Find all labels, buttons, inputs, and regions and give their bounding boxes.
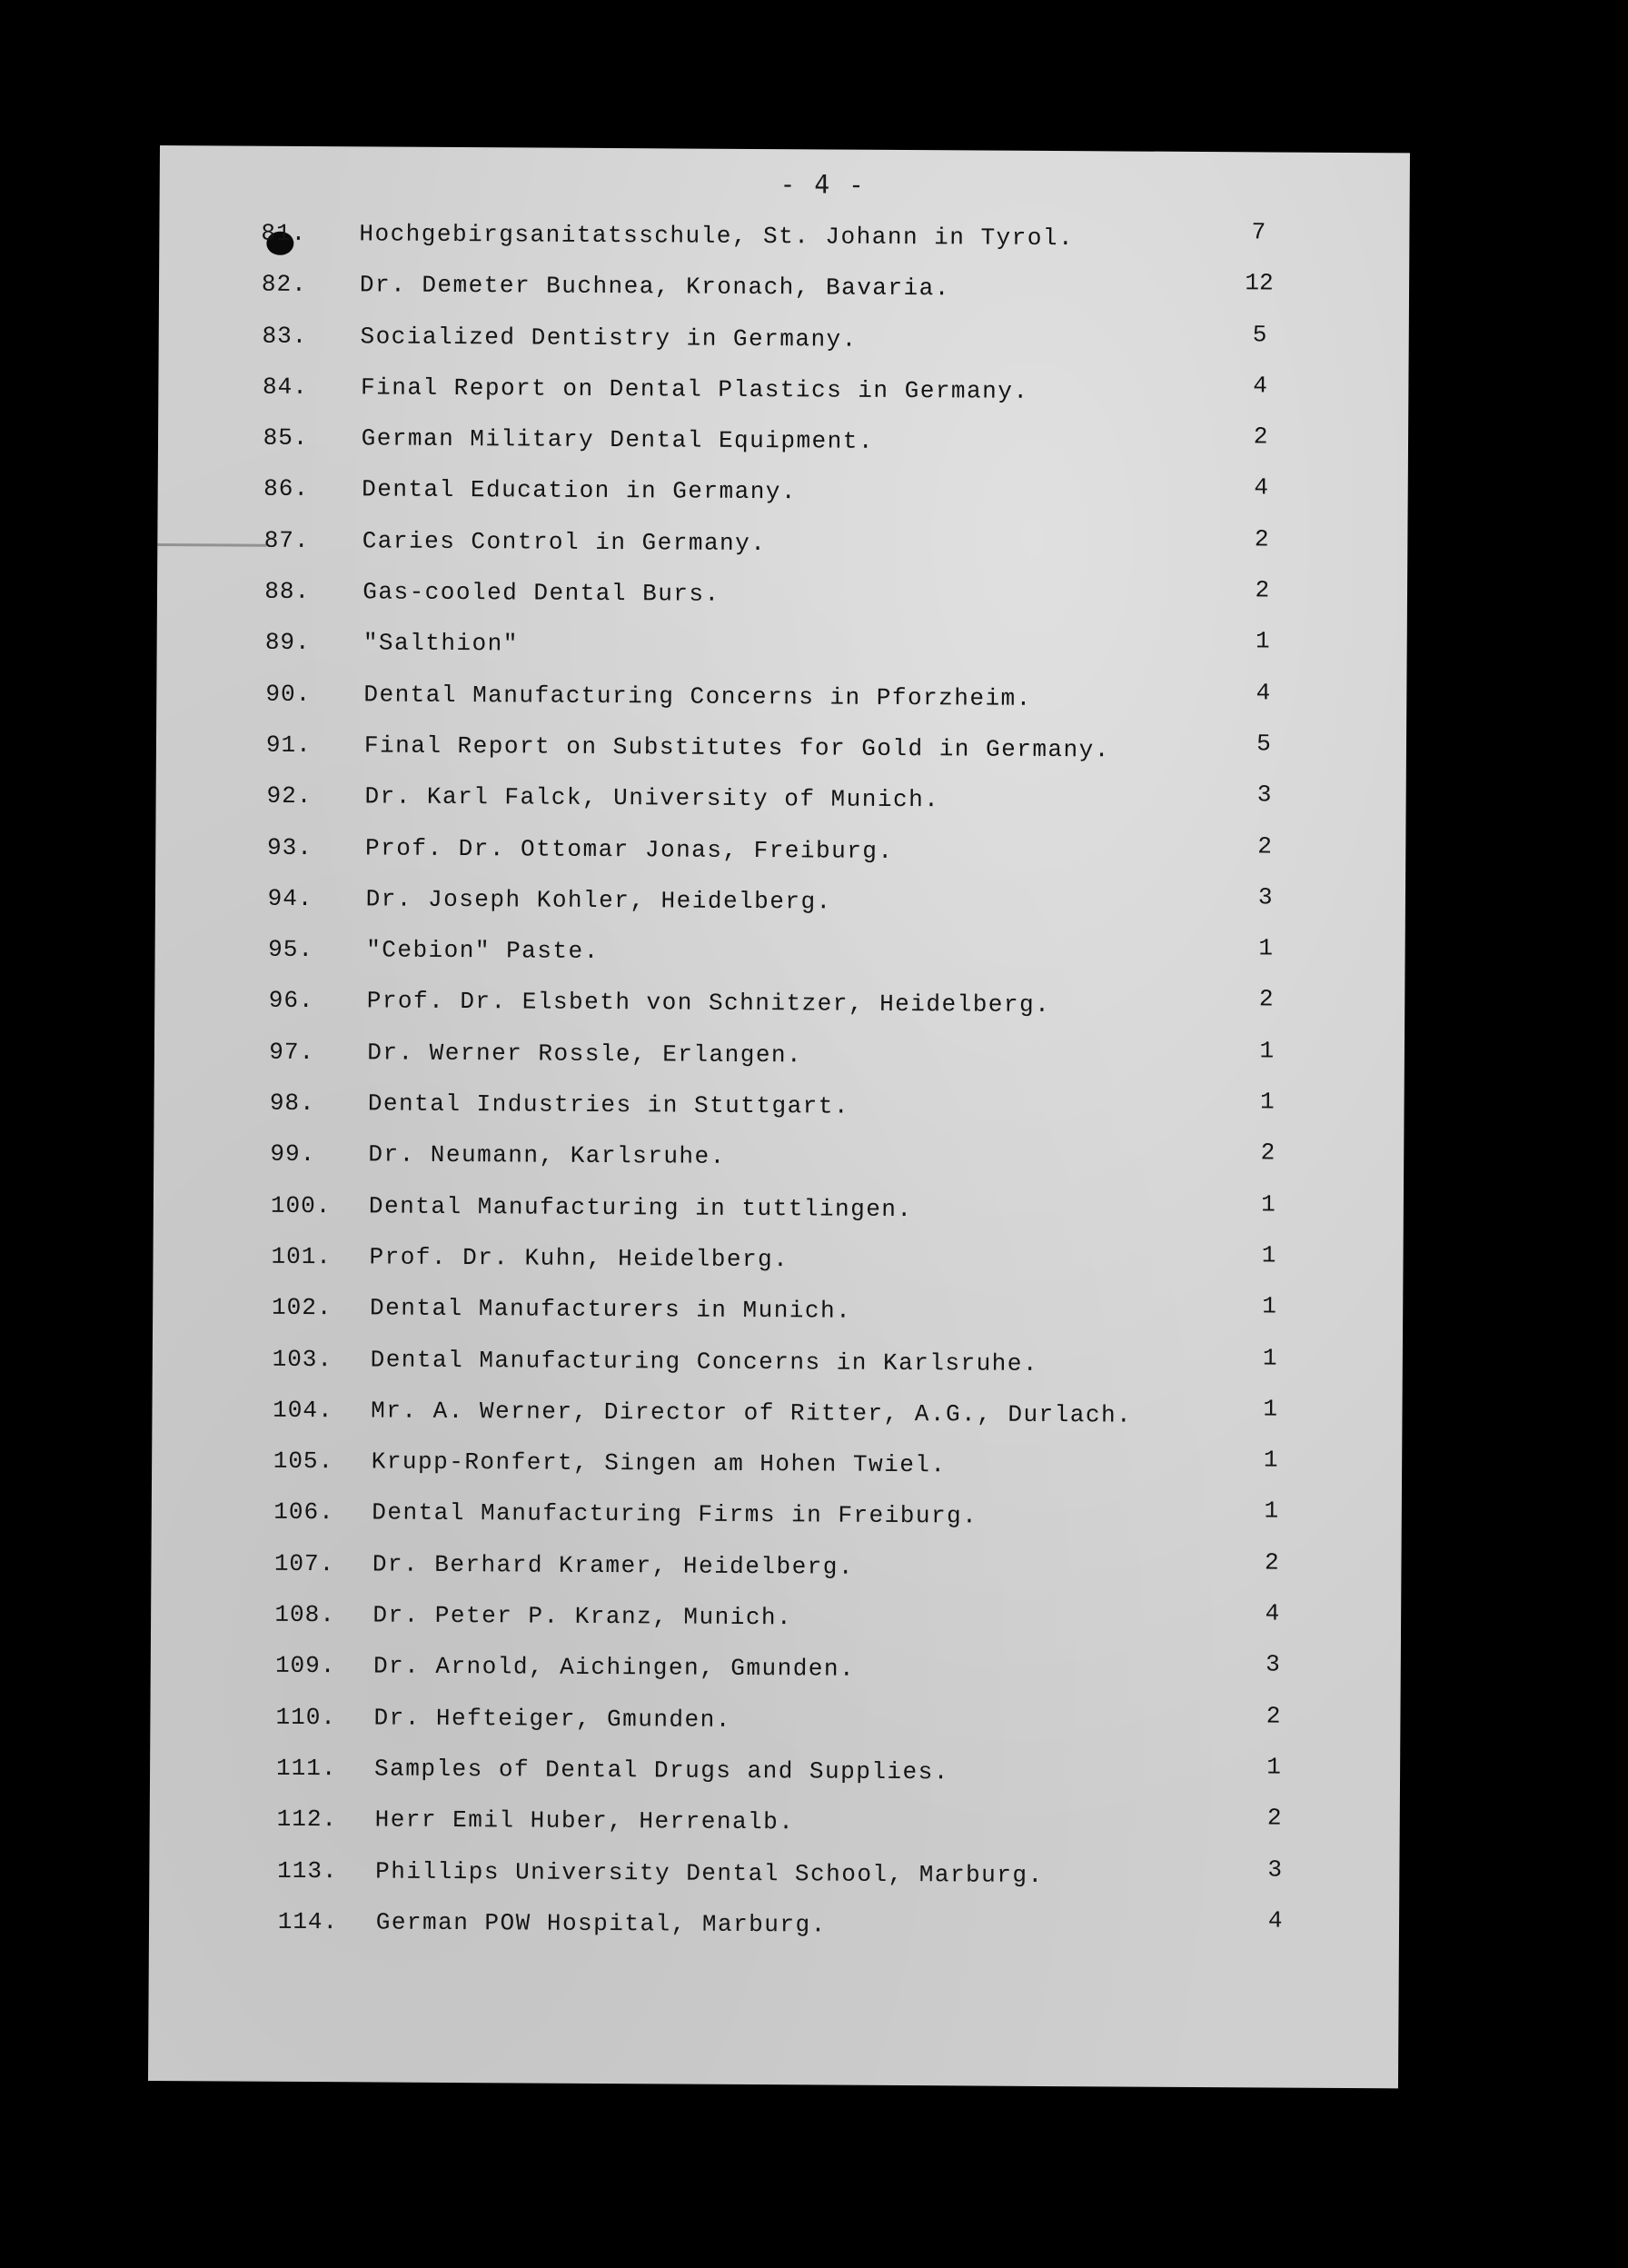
entry-title: Dr. Karl Falck, University of Munich. (364, 782, 940, 814)
entry-number: 96. (268, 987, 314, 1015)
entry-title: Caries Control in Germany. (362, 527, 767, 557)
entry-page-count: 2 (1257, 831, 1273, 860)
entry-number: 108. (274, 1600, 335, 1629)
entry-title: Prof. Dr. Ottomar Jonas, Freiburg. (364, 833, 894, 865)
entry-title: Krupp-Ronfert, Singen am Hohen Twiel. (371, 1447, 947, 1479)
list-item (174, 1793, 1424, 1852)
list-item (160, 310, 1410, 369)
list-item (166, 923, 1416, 982)
list-item (168, 1077, 1418, 1136)
entry-page-count: 1 (1264, 1497, 1279, 1525)
list-item (167, 975, 1417, 1034)
list-item (163, 565, 1413, 624)
entry-title: Herr Emil Huber, Herrenalb. (374, 1805, 795, 1836)
list-item (169, 1179, 1419, 1238)
entry-page-count: 1 (1263, 1446, 1278, 1474)
list-item (168, 1128, 1418, 1187)
entry-page-count: 5 (1252, 320, 1267, 349)
list-item (162, 463, 1412, 522)
entry-title: Prof. Dr. Kuhn, Heidelberg. (369, 1243, 789, 1274)
entry-page-count: 1 (1259, 1037, 1275, 1065)
list-item (174, 1691, 1424, 1750)
entry-number: 87. (263, 526, 310, 554)
entry-number: 102. (271, 1294, 333, 1322)
entry-title: Dr. Berhard Kramer, Heidelberg. (372, 1550, 855, 1581)
entry-page-count: 7 (1251, 218, 1266, 246)
entry-title: Dr. Arnold, Aichingen, Gmunden. (372, 1652, 856, 1684)
entry-number: 97. (269, 1038, 315, 1066)
entry-title: Dental Manufacturing in tuttlingen. (368, 1192, 913, 1223)
entry-page-count: 2 (1255, 576, 1270, 604)
list-item (164, 616, 1414, 675)
list-item (164, 770, 1415, 829)
entry-page-count: 4 (1253, 372, 1267, 400)
entry-page-count: 3 (1267, 1855, 1283, 1884)
entry-title: Hochgebirgsanitatsschule, St. Johann in Tyrol. (359, 220, 1075, 253)
list-item (159, 207, 1409, 266)
entry-page-count: 4 (1265, 1599, 1280, 1627)
entry-page-count: 1 (1258, 934, 1274, 962)
entry-title: Dental Education in Germany. (362, 475, 798, 506)
entry-page-count: 1 (1266, 1753, 1282, 1781)
entry-page-count: 12 (1245, 269, 1274, 297)
list-item (170, 1281, 1420, 1340)
entry-number: 114. (277, 1907, 339, 1936)
list-item (176, 1895, 1426, 1955)
list-item (172, 1487, 1422, 1546)
entry-number: 105. (273, 1447, 334, 1476)
list-item (167, 1026, 1417, 1085)
entry-page-count: 3 (1266, 1650, 1280, 1678)
list-item (160, 258, 1410, 317)
entry-number: 99. (270, 1140, 316, 1169)
entry-number: 111. (276, 1754, 337, 1783)
entry-number: 86. (263, 475, 310, 503)
entry-page-count: 2 (1266, 1702, 1281, 1730)
entry-number: 100. (270, 1191, 332, 1219)
entry-title: Samples of Dental Drugs and Supplies. (374, 1755, 949, 1786)
entry-title: German Military Dental Equipment. (361, 424, 875, 455)
list-item (174, 1639, 1424, 1698)
entry-page-count: 2 (1258, 985, 1274, 1013)
entry-title: Dr. Joseph Kohler, Heidelberg. (365, 885, 832, 916)
list-item (174, 1742, 1424, 1801)
list-item (173, 1537, 1423, 1597)
entry-page-count: 4 (1267, 1906, 1283, 1935)
entry-page-count: 1 (1263, 1395, 1278, 1423)
entry-number: 84. (262, 373, 308, 401)
entry-page-count: 1 (1261, 1190, 1276, 1219)
entry-title: Dr. Neumann, Karlsruhe. (368, 1140, 726, 1171)
entry-page-count: 1 (1255, 627, 1270, 655)
entry-title: Dental Manufacturers in Munich. (369, 1294, 852, 1325)
entry-number: 83. (262, 322, 308, 350)
entry-number: 90. (265, 680, 312, 708)
list-item (172, 1435, 1422, 1494)
list-item (171, 1384, 1421, 1443)
page-number: - 4 - (779, 169, 866, 200)
list-item (173, 1588, 1423, 1647)
entry-title: Mr. A. Werner, Director of Ritter, A.G., Durlach. (371, 1397, 1133, 1429)
entry-title: Final Report on Substitutes for Gold in Germany. (363, 731, 1110, 764)
entry-page-count: 4 (1256, 679, 1271, 707)
entry-title: Dental Manufacturing Firms in Freiburg. (372, 1498, 978, 1530)
entry-title: Socialized Dentistry in Germany. (360, 322, 858, 353)
entry-title: German POW Hospital, Marburg. (375, 1908, 827, 1939)
report-list (149, 207, 1410, 1954)
document-page (148, 145, 1410, 2088)
entry-title: Dental Manufacturing Concerns in Karlsruhe. (370, 1345, 1039, 1378)
entry-title: Dr. Hefteiger, Gmunden. (373, 1704, 731, 1734)
entry-page-count: 2 (1253, 423, 1268, 451)
entry-title: Dental Industries in Stuttgart. (367, 1089, 850, 1120)
entry-number: 81. (261, 219, 307, 247)
entry-title: "Salthion" (362, 629, 519, 658)
entry-number: 94. (267, 884, 313, 912)
entry-page-count: 4 (1254, 473, 1269, 502)
list-item (169, 1230, 1419, 1289)
entry-page-count: 2 (1264, 1548, 1279, 1577)
entry-number: 85. (263, 423, 309, 453)
entry-number: 89. (264, 629, 311, 657)
list-item (164, 668, 1414, 727)
entry-number: 92. (266, 781, 313, 811)
entry-page-count: 1 (1261, 1241, 1276, 1269)
entry-number: 103. (272, 1345, 333, 1373)
list-item (161, 412, 1411, 471)
entry-page-count: 2 (1266, 1804, 1282, 1832)
entry-number: 113. (277, 1856, 338, 1885)
entry-page-count: 1 (1262, 1343, 1277, 1372)
entry-page-count: 1 (1259, 1088, 1275, 1116)
entry-title: Dr. Werner Rossle, Erlangen. (367, 1039, 803, 1069)
entry-page-count: 2 (1260, 1139, 1276, 1167)
list-item (161, 361, 1411, 420)
entry-number: 101. (271, 1242, 333, 1271)
entry-title: Dr. Demeter Buchnea, Kronach, Bavaria. (359, 271, 950, 303)
entry-number: 91. (265, 731, 312, 759)
entry-page-count: 3 (1256, 781, 1272, 809)
entry-title: Phillips University Dental School, Marburg. (375, 1856, 1044, 1889)
list-item (175, 1845, 1425, 1904)
entry-number: 109. (274, 1652, 336, 1680)
entry-number: 112. (276, 1805, 338, 1834)
entry-number: 110. (275, 1703, 337, 1731)
entry-title: Gas-cooled Dental Burs. (362, 578, 720, 608)
list-item (170, 1333, 1420, 1392)
entry-title: Prof. Dr. Elsbeth von Schnitzer, Heidelberg. (366, 987, 1051, 1020)
entry-title: "Cebion" Paste. (366, 936, 600, 966)
entry-page-count: 3 (1257, 883, 1273, 911)
list-item (165, 872, 1415, 931)
entry-number: 95. (268, 935, 314, 964)
entry-number: 82. (261, 270, 307, 299)
entry-page-count: 5 (1256, 730, 1271, 758)
entry-page-count: 1 (1262, 1292, 1277, 1320)
entry-number: 106. (273, 1498, 334, 1527)
entry-number: 88. (264, 577, 311, 606)
list-item (164, 719, 1415, 778)
entry-number: 93. (266, 833, 313, 861)
list-item (163, 514, 1413, 573)
entry-page-count: 2 (1254, 525, 1269, 553)
entry-title: Dental Manufacturing Concerns in Pforzheim. (363, 681, 1032, 712)
entry-title: Final Report on Dental Plastics in Germany. (360, 373, 1029, 405)
list-item (165, 821, 1415, 880)
entry-number: 98. (269, 1089, 315, 1118)
entry-title: Dr. Peter P. Kranz, Munich. (372, 1601, 793, 1632)
entry-number: 107. (273, 1549, 335, 1577)
entry-number: 104. (273, 1396, 333, 1425)
